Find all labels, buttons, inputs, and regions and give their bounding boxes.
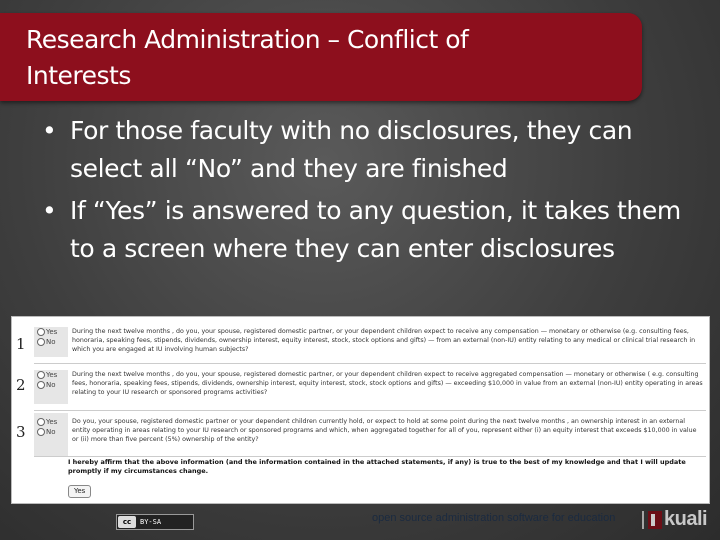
no-radio-option[interactable] [34, 427, 68, 437]
yes-label: Yes [46, 328, 58, 336]
disclosure-form-screenshot [11, 316, 710, 504]
question-row [12, 321, 709, 361]
row-divider [34, 410, 706, 411]
kuali-logo-icon [648, 511, 662, 529]
footer-tagline: open source administration software for education [372, 512, 616, 524]
question-text: Do you, your spouse, registered domestic partner or your dependent children currently hold, or expect to hold at some point during the next twelve months , an ownership interest in an external entity operating in areas relating to your IU research or sponsored programs and which, when aggregated together for all of you, represent either (i) an equity interest that exceeds $10,000 in value or (ii) more than five percent (5%) ownership of the entity? [72, 418, 697, 443]
slide-title-line-1: Research Administration – Conflict of [26, 25, 469, 54]
no-label: No [46, 338, 56, 346]
bullet-text: For those faculty with no disclosures, they can select all “No” and they are finished [70, 116, 633, 183]
radio-icon[interactable] [37, 338, 45, 346]
question-text: During the next twelve months , do you, your spouse, registered domestic partner, or your dependent children expect to receive aggregated compensation — monetary or otherwise ( e.g. consulting fees, honoraria, speaking fees, stipends, dividends, ownership interest, equity interest, stock, stock options and gifts) — exceeding $10,000 in value from an external (non-IU) entity operating in areas relating to your IU research or sponsored programs activities? [72, 371, 703, 396]
yes-radio-option[interactable] [34, 370, 68, 380]
no-label: No [46, 428, 56, 436]
yes-radio-option[interactable] [34, 417, 68, 427]
question-row [12, 366, 709, 406]
radio-icon[interactable] [37, 428, 45, 436]
yes-radio-option[interactable] [34, 327, 68, 337]
question-text: During the next twelve months , do you, your spouse, registered domestic partner, or your dependent children expect to receive any compensation — monetary or otherwise (e.g. consulting fees, honoraria, speaking fees, stipends, dividends, ownership interest, equity interest, stock, stock options and gifts) — from an external (non-IU) entity relating to any medical or clinical trial research in which you are engaged at IU involving human subjects? [72, 328, 696, 353]
question-number: 1 [16, 335, 26, 353]
radio-icon[interactable] [37, 328, 45, 336]
bullet-item [42, 192, 682, 268]
radio-icon[interactable] [37, 381, 45, 389]
bullet-text: If “Yes” is answered to any question, it takes them to a screen where they can enter disclosures [70, 196, 681, 263]
no-label: No [46, 381, 56, 389]
footer-divider [642, 511, 644, 529]
bullet-icon: • [42, 116, 57, 145]
question-options [34, 327, 68, 357]
question-options [34, 413, 68, 457]
question-number: 2 [16, 376, 26, 394]
slide-title-line-2: Interests [26, 61, 131, 90]
affirm-yes-button[interactable]: Yes [68, 485, 91, 498]
slide-title [26, 22, 626, 94]
no-radio-option[interactable] [34, 337, 68, 347]
row-divider [34, 456, 706, 457]
kuali-logo [648, 508, 707, 531]
row-divider [34, 363, 706, 364]
license-label: BY-SA [140, 518, 162, 526]
bullet-list [42, 112, 682, 272]
cc-license-badge[interactable] [116, 514, 194, 530]
question-row [12, 413, 709, 453]
radio-icon[interactable] [37, 371, 45, 379]
affirmation-text: I hereby affirm that the above information (and the information contained in the attached statements, if any) is true to the best of my knowledge and that I will update promptly if my circumstances change. [68, 458, 686, 475]
question-number: 3 [16, 423, 26, 441]
yes-label: Yes [46, 371, 58, 379]
question-options [34, 370, 68, 404]
creative-commons-icon: cc [118, 516, 136, 528]
no-radio-option[interactable] [34, 380, 68, 390]
yes-label: Yes [46, 418, 58, 426]
bullet-icon: • [42, 196, 57, 225]
kuali-brand-text: kuali [664, 508, 708, 530]
radio-icon[interactable] [37, 418, 45, 426]
bullet-item [42, 112, 682, 188]
